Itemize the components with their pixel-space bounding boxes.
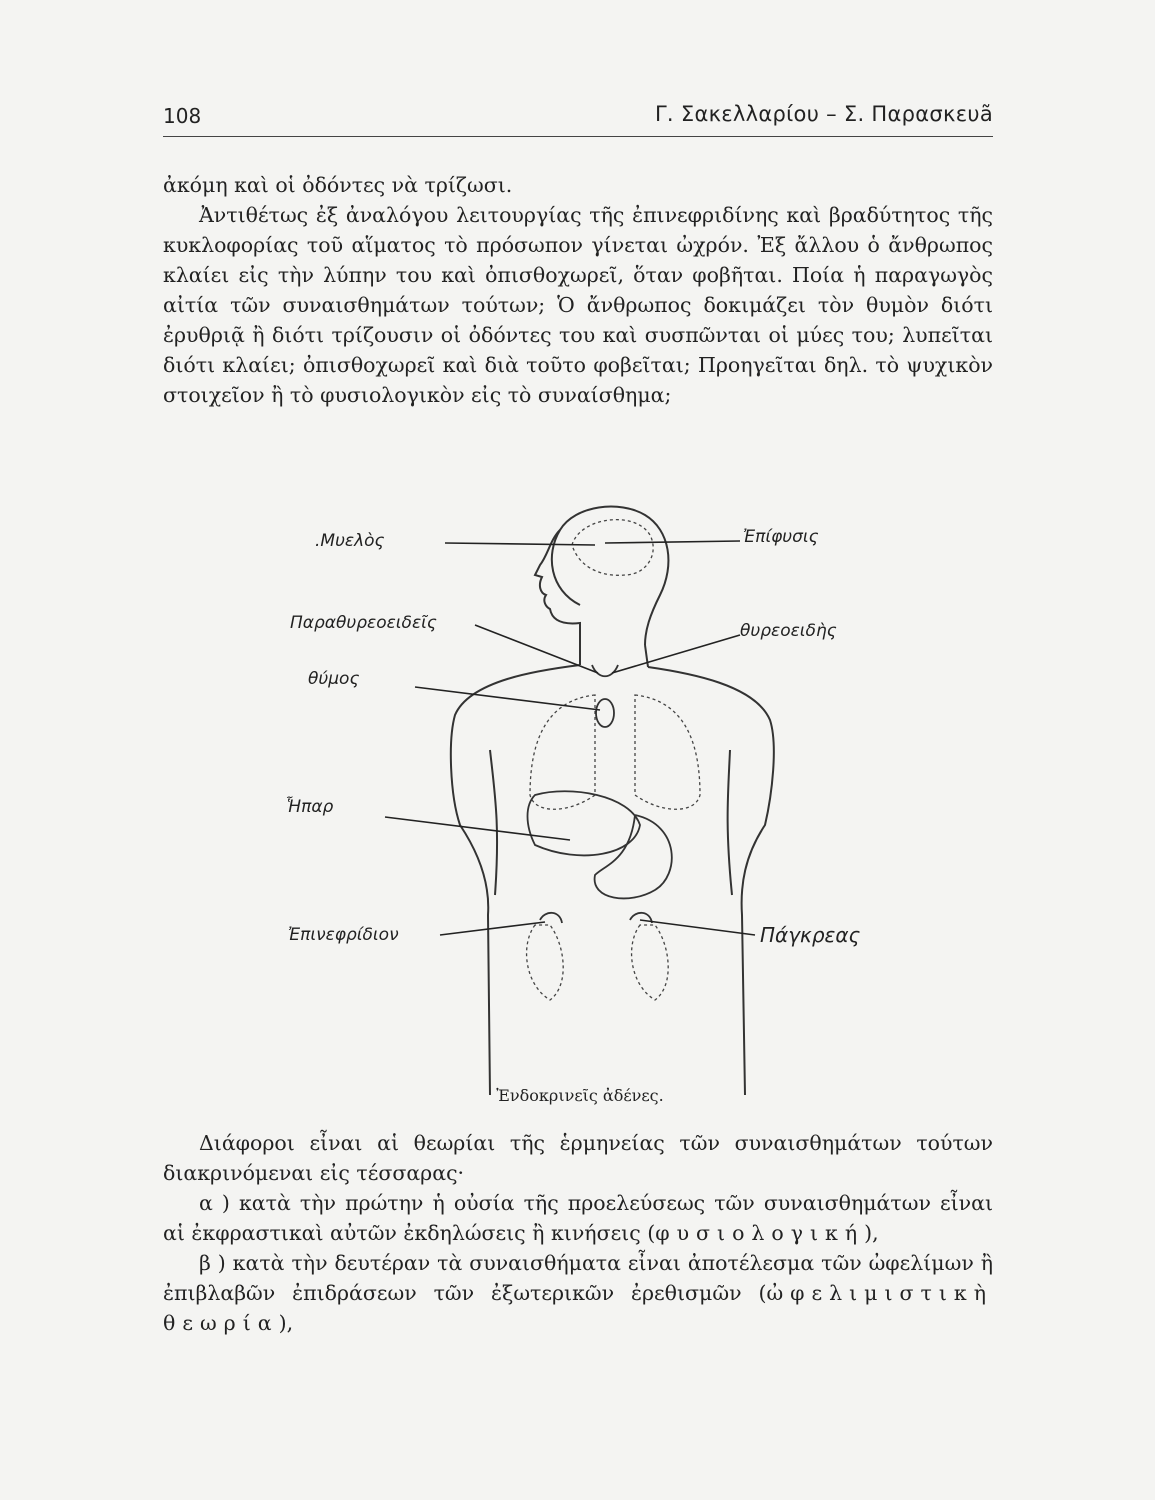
page-header: [163, 100, 993, 137]
paragraph-adrenaline: Ἀντιθέτως ἐξ ἀναλόγου λειτουργίας τῆς ἐπινεφριδίνης καὶ βραδύτητος τῆς κυκλοφορίας τοῦ αἵματος τὸ πρόσωπον γίνεται ὠχρόν. Ἐξ ἄλλου ὁ ἄνθρωπος κλαίει εἰς τὴν λύπην του καὶ ὀπισθοχωρεῖ, ὅταν φοβῆται. Ποία ἡ παραγωγὸς αἰτία τῶν συναισθημάτων τούτων; Ὁ ἄνθρωπος δοκιμάζει τὸν θυμὸν διότι ἐρυθριᾷ ἢ διότι τρίζουσιν οἱ ὀδόντες του καὶ συσπῶνται οἱ μύες του; λυπεῖται διότι κλαίει; ὀπισθοχωρεῖ καὶ διὰ τοῦτο φοβεῖται; Προηγεῖται δηλ. τὸ ψυχικὸν στοιχεῖον ἢ τὸ φυσιολογικὸν εἰς τὸ συναίσθημα;: [163, 203, 993, 407]
leader-adrenal: [440, 922, 545, 935]
inner-arm-left: [490, 750, 497, 895]
running-head: Γ. Σακελλαρίου – Σ. Παρασκευã: [654, 102, 993, 126]
kidney-left: [527, 925, 564, 1000]
page-number: 108: [163, 104, 202, 128]
figure-caption: Ἐνδοκρινεῖς ἀδένες.: [496, 1086, 664, 1105]
paragraph-theories-intro: Διάφοροι εἶναι αἱ θεωρίαι τῆς ἑρμηνείας τῶν συναισθημάτων τούτων διακρινόμεναι εἰς τέσσαρας·: [163, 1131, 993, 1185]
torso-left: [451, 665, 580, 1095]
inner-arm-right: [728, 750, 732, 895]
beta-spaced-term: ὠφελιμιστικὴ θεωρία: [163, 1281, 993, 1335]
leader-epiphysis: [605, 541, 740, 543]
label-adrenal: Ἐπινεφρίδιον: [288, 925, 399, 945]
label-liver: Ἧπαρ: [285, 797, 334, 817]
text-block-top: [163, 170, 993, 410]
kidney-right: [632, 925, 669, 1000]
text-block-bottom: [163, 1128, 993, 1338]
neck: [580, 623, 648, 667]
label-epiphysis: Ἐπίφυσις: [743, 527, 819, 547]
alpha-spaced-term: φυσιολογική: [655, 1221, 865, 1245]
alpha-end: ),: [864, 1221, 879, 1245]
brain: [572, 520, 653, 576]
endocrine-glands-figure: [250, 495, 950, 1095]
label-thymus: θύμος: [308, 669, 360, 689]
paragraph-beta: [163, 1248, 993, 1338]
lung-right: [635, 695, 700, 809]
label-myelos: .Μυελὸς: [315, 531, 385, 551]
paragraph-continuation: ἀκόμη καὶ οἱ ὀδόντες νὰ τρίζωσι.: [163, 173, 513, 197]
label-pancreas: Πάγκρεας: [760, 923, 861, 947]
leader-thymus: [415, 687, 600, 710]
beta-text: β ) κατὰ τὴν δευτέραν τὰ συναισθήματα εἶναι ἀποτέλεσμα τῶν ὠφελίμων ἢ ἐπιβλαβῶν ἐπιδράσεων τῶν ἐξωτερικῶν ἐρεθισμῶν (: [163, 1251, 993, 1305]
liver: [528, 791, 641, 855]
body-outline-drawing: [250, 495, 950, 1095]
stomach: [595, 815, 672, 898]
face-outline: [535, 530, 580, 645]
thyroid-gland: [592, 665, 618, 676]
label-thyroid: θυρεοειδὴς: [740, 621, 837, 641]
paragraph-alpha: [163, 1188, 993, 1248]
leader-liver: [385, 817, 570, 840]
label-parathyroid: Παραθυρεοειδεῖς: [290, 613, 437, 633]
leader-thyroid: [612, 635, 740, 673]
torso-right: [648, 667, 774, 1095]
beta-end: ),: [278, 1311, 294, 1335]
thymus-gland: [596, 699, 614, 727]
alpha-text: α ) κατὰ τὴν πρώτην ἡ οὐσία τῆς προελεύσεως τῶν συναισθημάτων εἶναι αἱ ἐκφραστικαὶ αὐτῶν ἐκδηλώσεις ἢ κινήσεις (: [163, 1191, 993, 1245]
